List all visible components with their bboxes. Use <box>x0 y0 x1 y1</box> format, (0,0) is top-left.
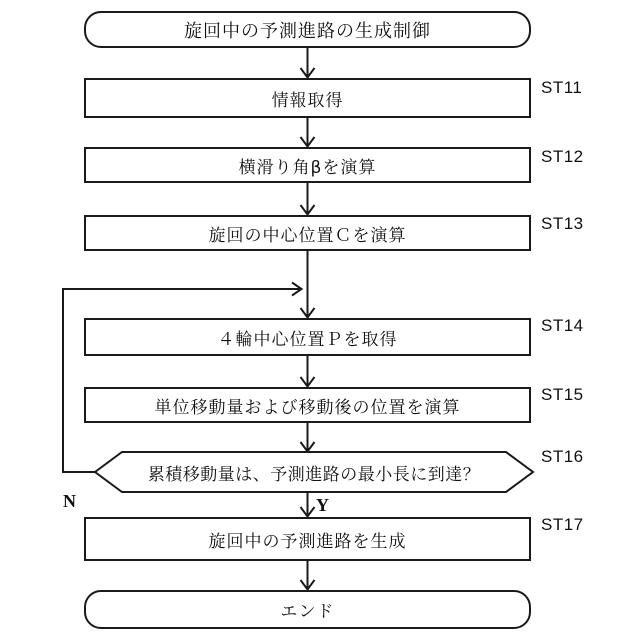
step-id-st12: ST12 <box>541 147 584 166</box>
step-id-st16: ST16 <box>541 447 584 466</box>
no-branch-label: N <box>63 491 76 511</box>
node-st14-process <box>84 318 531 356</box>
step-id-st17: ST17 <box>541 515 584 534</box>
st11-label: 情報取得 <box>271 90 344 111</box>
end-terminal-label: エンド <box>280 602 335 622</box>
start-terminal-label: 旋回中の予測進路の生成制御 <box>184 20 431 42</box>
node-st16-decision <box>100 454 528 490</box>
st15-label: 単位移動量および移動後の位置を演算 <box>154 397 461 418</box>
step-id-st14: ST14 <box>541 316 584 335</box>
node-st11-process <box>84 78 531 118</box>
yes-branch-label: Y <box>316 495 329 515</box>
st12-label: 横滑り角βを演算 <box>238 157 377 178</box>
node-start-terminal <box>84 11 531 48</box>
node-end-terminal <box>84 590 531 629</box>
node-st12-process <box>84 147 531 183</box>
step-id-st11: ST11 <box>541 78 583 97</box>
node-st13-process <box>84 215 531 251</box>
node-st17-process <box>84 517 531 561</box>
step-id-st15: ST15 <box>541 385 584 404</box>
node-st15-process <box>84 387 531 423</box>
st13-label: 旋回の中心位置Ｃを演算 <box>208 225 407 246</box>
st16-label: 累積移動量は、予測進路の最小長に到達？ <box>147 464 481 485</box>
loop-arrow-no-branch <box>63 289 301 472</box>
st17-label: 旋回中の予測進路を生成 <box>208 531 407 552</box>
step-id-st13: ST13 <box>541 214 584 233</box>
st14-label: ４輪中心位置Ｐを取得 <box>217 329 398 350</box>
